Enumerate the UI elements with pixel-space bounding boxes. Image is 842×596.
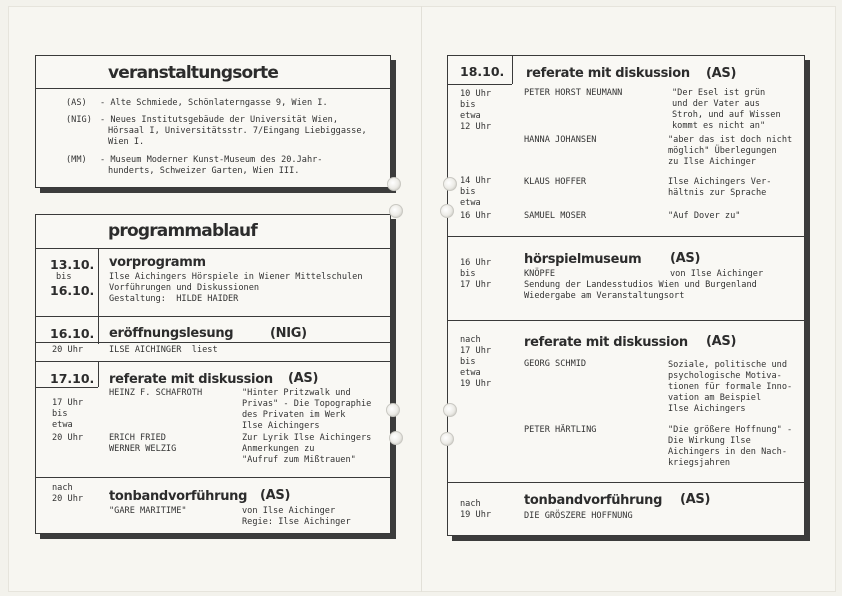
- tonband1-by2: Regie: Ilse Aichinger: [242, 517, 351, 527]
- day2-topic1-2: Stroh, und auf Wissen: [672, 110, 781, 120]
- tonband2-work: DIE GRÖSZERE HOFFNUNG: [524, 511, 633, 521]
- day2-block2-time-3: 16 Uhr: [460, 211, 492, 221]
- venues-divider: [36, 88, 390, 89]
- referate1-subline: [36, 387, 98, 388]
- day2-speaker2: HANNA JOHANSEN: [524, 135, 597, 145]
- day2-topic2-0: "aber das ist doch nicht: [668, 135, 793, 145]
- eroeffnung-time: 20 Uhr: [52, 345, 84, 355]
- day2-topic2-1: möglich" Überlegungen: [668, 146, 777, 156]
- hoerspiel-line1: Sendung der Landesstudios Wien und Burgenland: [524, 280, 757, 290]
- day2-speaker4: SAMUEL MOSER: [524, 211, 587, 221]
- venue-as-code: (AS): [66, 98, 87, 108]
- day2-divider-1: [448, 236, 804, 237]
- referate1-speaker1: HEINZ F. SCHAFROTH: [109, 388, 203, 398]
- referate2-topic1-0: Soziale, politische und: [668, 360, 787, 370]
- referate1-topic3a: Anmerkungen zu: [242, 444, 315, 454]
- referate2-topic2-3: kriegsjahren: [668, 458, 731, 468]
- referate2-time-4: 19 Uhr: [460, 379, 492, 389]
- referate1-speaker2: ERICH FRIED: [109, 433, 166, 443]
- venues-box: [35, 55, 391, 188]
- referate1-time4: 20 Uhr: [52, 433, 84, 443]
- program-divider-4: [36, 477, 390, 478]
- referate2-time-1: 17 Uhr: [460, 346, 492, 356]
- program-divider-3: [36, 361, 390, 362]
- punch-hole-right-3: [443, 403, 457, 417]
- referate2-topic2-1: Die Wirkung Ilse: [668, 436, 751, 446]
- punch-hole-left-3: [386, 403, 400, 417]
- hoerspiel-line2: Wiedergabe am Veranstaltungsort: [524, 291, 685, 301]
- venue-as-text: - Alte Schmiede, Schönlaterngasse 9, Wien I.: [100, 98, 328, 108]
- tonband2-time-1: 19 Uhr: [460, 510, 492, 520]
- day2-box: [447, 55, 805, 536]
- referate2-topic1-2: tionen für formale Inno-: [668, 382, 793, 392]
- tonband2-venue: (AS): [680, 492, 711, 507]
- vorprogramm-title: vorprogramm: [109, 255, 206, 270]
- hoerspiel-time-1: bis: [460, 269, 476, 279]
- punch-hole-left-4: [389, 431, 403, 445]
- tonband1-time2: 20 Uhr: [52, 494, 84, 504]
- tonband1-time1: nach: [52, 483, 73, 493]
- referate1-topic1c: des Privaten im Werk: [242, 410, 346, 420]
- eroeffnung-date-column-line: [98, 316, 99, 344]
- day2-block2-time-0: 14 Uhr: [460, 176, 492, 186]
- day2-title: referate mit diskussion: [526, 66, 690, 81]
- referate1-venue: (AS): [288, 371, 319, 386]
- eroeffnung-venue: (NIG): [270, 326, 307, 341]
- referate2-topic2-0: "Die größere Hoffnung" -: [668, 425, 793, 435]
- day2-block1-time-0: 10 Uhr: [460, 89, 492, 99]
- tonband2-time-0: nach: [460, 499, 481, 509]
- vorprogramm-date-to: 16.10.: [50, 283, 95, 298]
- day2-topic3-0: Ilse Aichingers Ver-: [668, 177, 772, 187]
- hoerspiel-title: hörspielmuseum: [524, 252, 642, 267]
- program-title: programmablauf: [108, 221, 257, 241]
- program-box: [35, 214, 391, 534]
- venue-nig-line3: Wien I.: [108, 137, 145, 147]
- day2-topic2-2: zu Ilse Aichinger: [668, 157, 756, 167]
- referate2-topic1-3: vation am Beispiel: [668, 393, 762, 403]
- day2-topic1-0: "Der Esel ist grün: [672, 88, 766, 98]
- tonband1-by1: von Ilse Aichinger: [242, 506, 336, 516]
- referate1-topic1b: Privas" - Die Topographie: [242, 399, 372, 409]
- vorprogramm-date-from: 13.10.: [50, 257, 95, 272]
- tonband1-venue: (AS): [260, 488, 291, 503]
- day2-date-column-line: [512, 56, 513, 84]
- referate1-time2: bis: [52, 409, 68, 419]
- eroeffnung-subline: [36, 342, 390, 343]
- day2-speaker1: PETER HORST NEUMANN: [524, 88, 623, 98]
- tonband1-work: "GARE MARITIME": [109, 506, 187, 516]
- punch-hole-right-1: [443, 177, 457, 191]
- punch-hole-right-2: [440, 204, 454, 218]
- day2-block2-time-2: etwa: [460, 198, 481, 208]
- referate2-speaker2: PETER HÄRTLING: [524, 425, 597, 435]
- hoerspiel-time-0: 16 Uhr: [460, 258, 492, 268]
- day2-topic1-3: kommt es nicht an": [672, 121, 766, 131]
- referate2-venue: (AS): [706, 334, 737, 349]
- day2-divider-2: [448, 320, 804, 321]
- referate1-topic2: Zur Lyrik Ilse Aichingers: [242, 433, 372, 443]
- day2-date: 18.10.: [460, 64, 505, 79]
- tonband2-title: tonbandvorführung: [524, 493, 663, 508]
- punch-hole-right-4: [440, 432, 454, 446]
- program-divider-1: [36, 248, 390, 249]
- day2-block2-time-1: bis: [460, 187, 476, 197]
- day2-block1-time-1: bis: [460, 100, 476, 110]
- day2-venue: (AS): [706, 66, 737, 81]
- referate2-topic1-4: Ilse Aichingers: [668, 404, 746, 414]
- day2-topic4: "Auf Dover zu": [668, 211, 741, 221]
- day2-topic1-1: und der Vater aus: [672, 99, 760, 109]
- referate1-speaker3: WERNER WELZIG: [109, 444, 177, 454]
- vorprogramm-line3: Gestaltung: HILDE HAIDER: [109, 294, 239, 304]
- venue-mm-code: (MM): [66, 155, 87, 165]
- referate1-topic1d: Ilse Aichingers: [242, 421, 320, 431]
- tonband1-title: tonbandvorführung: [109, 489, 248, 504]
- venue-nig-code: (NIG): [66, 115, 92, 125]
- referate1-date-column-line: [98, 361, 99, 387]
- hoerspiel-work: KNÖPFE: [524, 269, 556, 279]
- program-divider-2: [36, 316, 390, 317]
- vorprogramm-line2: Vorführungen und Diskussionen: [109, 283, 260, 293]
- day2-speaker3: KLAUS HOFFER: [524, 177, 587, 187]
- venue-mm-line1: - Museum Moderner Kunst-Museum des 20.Jahr-: [100, 155, 323, 165]
- referate1-time1: 17 Uhr: [52, 398, 84, 408]
- day2-divider-3: [448, 482, 804, 483]
- referate2-time-3: etwa: [460, 368, 481, 378]
- hoerspiel-venue: (AS): [670, 251, 701, 266]
- venues-title: veranstaltungsorte: [108, 63, 279, 83]
- day2-block1-time-3: 12 Uhr: [460, 122, 492, 132]
- referate2-title: referate mit diskussion: [524, 335, 688, 350]
- referate2-time-2: bis: [460, 357, 476, 367]
- referate2-topic2-2: Aichingers in den Nach-: [668, 447, 787, 457]
- punch-hole-left-2: [389, 204, 403, 218]
- referate2-speaker1: GEORG SCHMID: [524, 359, 587, 369]
- referate1-date: 17.10.: [50, 371, 95, 386]
- hoerspiel-by: von Ilse Aichinger: [670, 269, 764, 279]
- venue-nig-line1: - Neues Institutsgebäude der Universität Wien,: [100, 115, 338, 125]
- vorprogramm-line1: Ilse Aichingers Hörspiele in Wiener Mittelschulen: [109, 272, 363, 282]
- punch-hole-left-1: [387, 177, 401, 191]
- referate1-topic3b: "Aufruf zum Mißtrauen": [242, 455, 356, 465]
- day2-date-subline: [448, 84, 512, 85]
- hoerspiel-time-2: 17 Uhr: [460, 280, 492, 290]
- referate1-topic1a: "Hinter Pritzwalk und: [242, 388, 351, 398]
- referate1-time3: etwa: [52, 420, 73, 430]
- eroeffnung-date: 16.10.: [50, 326, 95, 341]
- venue-nig-line2: Hörsaal I, Universitätsstr. 7/Eingang Liebiggasse,: [108, 126, 367, 136]
- day2-topic3-1: hältnis zur Sprache: [668, 188, 767, 198]
- day2-block1-time-2: etwa: [460, 111, 481, 121]
- eroeffnung-title: eröffnungslesung: [109, 326, 234, 341]
- referate1-title: referate mit diskussion: [109, 372, 273, 387]
- referate2-time-0: nach: [460, 335, 481, 345]
- vorprogramm-date-column-line: [98, 248, 99, 316]
- vorprogramm-bis: bis: [56, 272, 72, 282]
- referate2-topic1-1: psychologische Motiva-: [668, 371, 782, 381]
- venue-mm-line2: hunderts, Schweizer Garten, Wien III.: [108, 166, 300, 176]
- eroeffnung-text: ILSE AICHINGER liest: [109, 345, 218, 355]
- center-fold: [421, 6, 422, 592]
